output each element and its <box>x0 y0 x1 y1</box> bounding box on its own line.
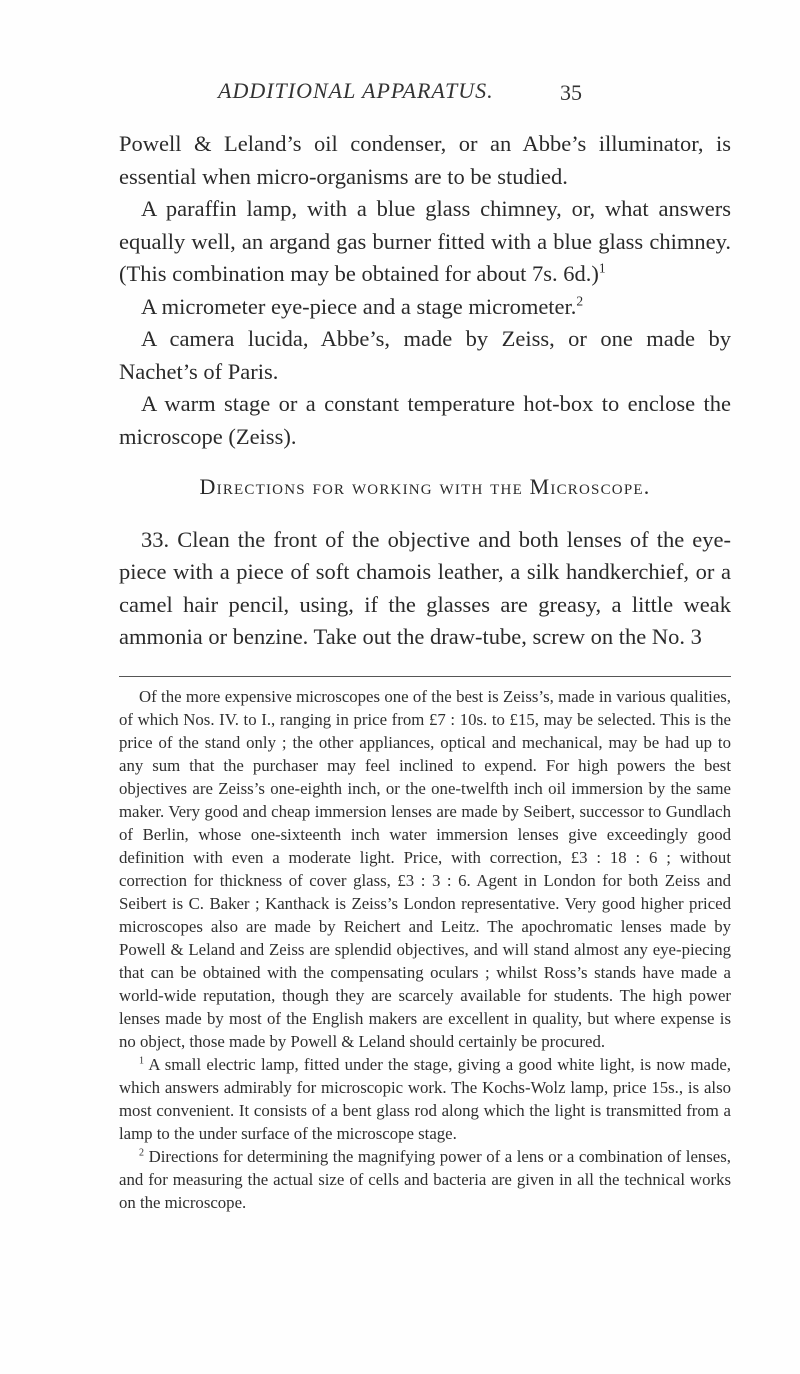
footnote-ref-1: 1 <box>598 260 606 276</box>
footnote-continued: Of the more expensive microscopes one of the best is Zeiss’s, made in various qualities, of which Nos. IV. to I., ranging in price from £7 : 10s. to £15, may be selected. This is the price of the stand only ; the other appliances, optical and mechanical, may be had up to any sum that the purchaser may feel inclined to expend. For high powers the best objectives are Zeiss’s one-eighth inch, or the one-twelfth inch oil immersion by the same maker. Very good and cheap immersion lenses are made by Seibert, successor to Gundlach of Berlin, whose one-sixteenth inch water immersion lenses give exceedingly good definition with even a moderate light. Price, with correction, £3 : 18 : 6 ; without correction for thickness of cover glass, £3 : 3 : 6. Agent in London for both Zeiss and Seibert is C. Baker ; Kanthack is Zeiss’s London representative. Very good higher priced microscopes also are made by Reichert and Leitz. The apochromatic lenses made by Powell & Leland and Zeiss are splendid objectives, and will stand almost any eye-piecing that can be obtained with the compensating oculars ; whilst Ross’s stands have made a world-wide reputation, though they are scarcely available for students. The high power lenses made by most of the English makers are excellent in quality, but where expense is no object, those made by Powell & Leland should certainly be procured. <box>119 687 731 1051</box>
paragraph-33-cleaning: 33. Clean the front of the objective and both lenses of the eye-piece with a piece of soft chamois leather, a silk handkerchief, or a camel hair pencil, using, if the glasses are greasy, a little weak ammonia or benzine. Take out the draw-tube, screw on the No. 3 <box>119 526 731 649</box>
main-text <box>119 128 731 654</box>
paragraph-camera-lucida: A camera lucida, Abbe’s, made by Zeiss, or one made by Nachet’s of Paris. <box>119 326 731 384</box>
footnote-ref-2: 2 <box>576 293 584 308</box>
paragraph-paraffin-lamp: A paraffin lamp, with a blue glass chimney, or, what answers equally well, an argand gas burner fitted with a blue glass chimney. (This combination may be obtained for about 7s. 6d.)$^1$ <box>119 196 731 286</box>
footnote-divider <box>119 676 731 677</box>
footnotes <box>119 685 731 1214</box>
footnote-2: $^2$ Directions for determining the magnifying power of a lens or a combination of lenses, and for measuring the actual size of cells and bacteria are given in all the technical works on the microscope. <box>119 1147 731 1212</box>
page-number: 35 <box>560 80 582 105</box>
paragraph-micrometer: A micrometer eye-piece and a stage micrometer.$^2$ <box>141 293 584 319</box>
footnote-1: $^1$ A small electric lamp, fitted under the stage, giving a good white light, is now made, which answers admirably for microscopic work. The Kochs-Wolz lamp, price 15s., is also most convenient. It consists of a bent glass rod along which the light is transmitted from a lamp to the under surface of the microscope stage. <box>119 1055 731 1143</box>
paragraph-oil-condenser: Powell & Leland’s oil condenser, or an Abbe’s illuminator, is essential when micro-organisms are to be studied. <box>119 131 731 189</box>
section-heading: Directions for working with the Microscope. <box>199 474 651 499</box>
running-head <box>0 78 800 106</box>
paragraph-warm-stage: A warm stage or a constant temperature hot-box to enclose the microscope (Zeiss). <box>119 391 731 449</box>
footnote-1-mark: 1 <box>139 1055 145 1067</box>
footnote-2-mark: 2 <box>139 1147 145 1159</box>
running-title: ADDITIONAL APPARATUS. <box>218 78 494 103</box>
